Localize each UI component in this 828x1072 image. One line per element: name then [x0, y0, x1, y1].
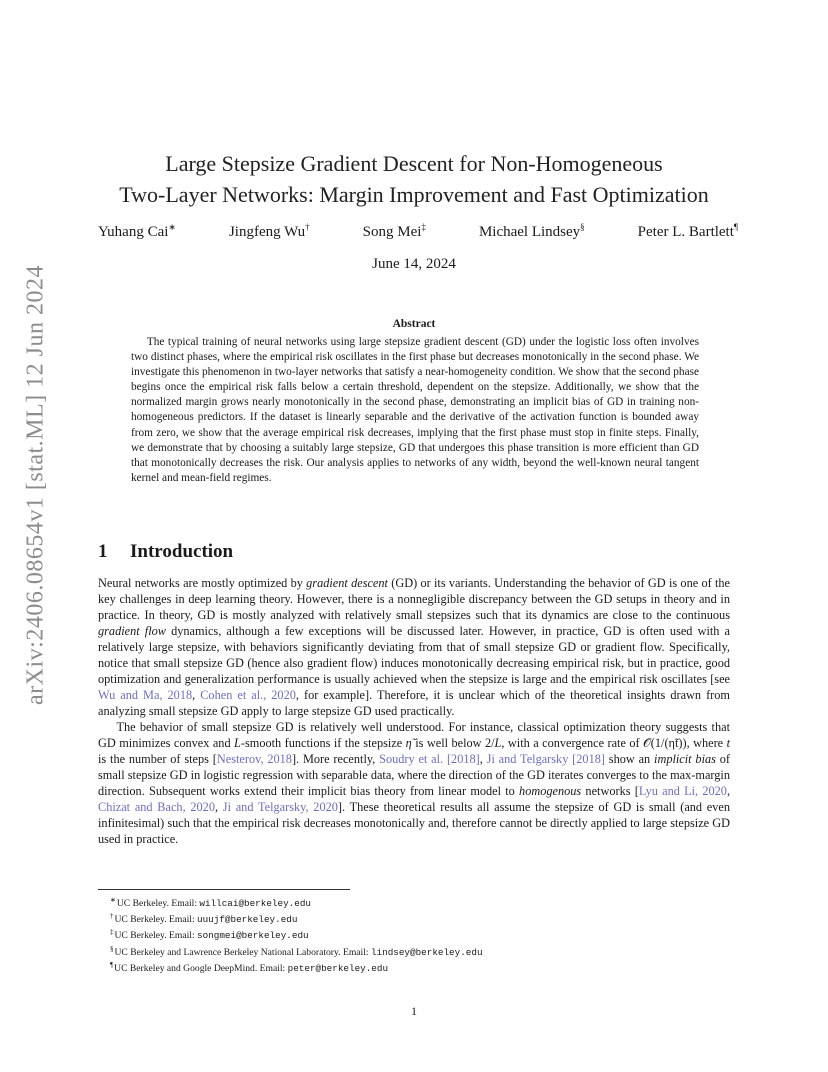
email-link[interactable]: willcai@berkeley.edu	[199, 898, 311, 910]
text-run: , with a convergence rate of 𝒪(1/(η̃t)), where	[501, 736, 727, 750]
footnote-mark: †	[110, 912, 114, 921]
title-line-1: Large Stepsize Gradient Descent for Non-Homogeneous	[165, 151, 663, 176]
page-number: 1	[411, 1004, 417, 1018]
text-run: (GD) or its variants. Understanding the behavior of GD is one of the key challenges in deep learning theory. However, there is a nonnegligible discrepancy between the GD setups in theory and in practice. In theory, GD is mostly analyzed with relatively small stepsizes such that its dynamics are close to the continuous	[98, 576, 730, 622]
section-number: 1	[98, 541, 108, 562]
paragraph-2	[98, 719, 730, 847]
footnote-mark: ∗	[110, 896, 116, 904]
citation-link[interactable]: Cohen et al., 2020	[200, 688, 296, 702]
footnote-text: UC Berkeley and Google DeepMind. Email:	[114, 962, 288, 974]
text-run: dynamics, although a few exceptions will be discussed later. However, in practice, GD is often used with a relatively large stepsize, with behaviors significantly deviating from that of small stepsize GD or gradient flow. Specifically, notice that small stepsize GD (hence also gradient flow) induces monotonically decreasing empirical risk, but in practice, good optimization and generalization performance is usually achieved when the stepsize is large and the empirical risk oscillates [see	[98, 624, 730, 686]
emphasis: gradient flow	[98, 624, 166, 638]
math-symbol: η̃	[405, 736, 412, 750]
math-symbol: L	[234, 736, 241, 750]
author-list	[98, 222, 738, 241]
abstract-text: The typical training of neural networks using large stepsize gradient descent (GD) under the logistic loss often involves two distinct phases, where the empirical risk oscillates in the first phase but decreases monotonically in the second phase. We investigate this phenomenon in two-layer networks that satisfy a near-homogeneity condition. We show that the second phase begins once the empirical risk falls below a certain threshold, dependent on the stepsize. Additionally, we show that the normalized margin grows nearly monotonically in the second phase, demonstrating an implicit bias of GD in training non-homogeneous predictors. If the dataset is linearly separable and the derivative of the activation function is bounded away from zero, we show that the average empirical risk decreases, implying that the first phase must stop in finite steps. Finally, we demonstrate that by choosing a suitably large stepsize, GD that undergoes this phase transition is more efficient than GD that monotonically decreases the risk. Our analysis applies to networks of any width, beyond the well-known neural tangent kernel and mean-field regimes.	[131, 336, 699, 484]
citation-link[interactable]: Chizat and Bach, 2020	[98, 800, 215, 814]
footnote-mark: §	[110, 944, 114, 953]
email-link[interactable]: uuujf@berkeley.edu	[197, 914, 298, 926]
emphasis: implicit bias	[654, 752, 716, 766]
author-footnote-mark[interactable]: ‡	[421, 222, 426, 232]
arxiv-identifier-text: arXiv:2406.08654v1 [stat.ML] 12 Jun 2024	[22, 265, 49, 705]
footnote	[110, 926, 483, 942]
email-link[interactable]: lindsey@berkeley.edu	[370, 946, 483, 958]
text-run: ]. More recently,	[291, 752, 380, 766]
footnote-mark: ¶	[110, 960, 114, 969]
footnote	[110, 943, 483, 959]
text-run: networks [	[581, 784, 639, 798]
title-line-2: Two-Layer Networks: Margin Improvement and Fast Optimization	[119, 182, 709, 207]
abstract-heading: Abstract	[392, 318, 436, 330]
author-footnote-mark[interactable]: ∗	[168, 222, 176, 232]
citation-link[interactable]: Ji and Telgarsky, 2020	[222, 800, 338, 814]
footnote-divider	[98, 889, 350, 890]
text-run: of small stepsize GD in logistic regression with separable data, where the direction of the GD iterates converges to the max-margin direction. Subsequent works extend their implicit bias theory from linear model to	[98, 752, 731, 798]
text-run: ,	[479, 752, 487, 766]
text-run: ]. These theoretical results all assume the stepsize of GD is small (and even infinitesimal) such that the empirical risk decreases monotonically and, therefore cannot be directly applied to large stepsize GD used in practice.	[98, 800, 731, 846]
text-run: is the number of steps [	[98, 752, 217, 766]
footnote-text: UC Berkeley and Lawrence Berkeley National Laboratory. Email:	[114, 946, 371, 958]
footnote	[110, 959, 483, 975]
author-name: Yuhang Cai	[98, 224, 169, 240]
author	[229, 222, 310, 241]
text-run: The behavior of small stepsize GD is relatively well understood. For instance, classical optimization theory suggests that GD minimizes convex and	[98, 720, 730, 750]
body-text	[98, 575, 730, 847]
author-name: Song Mei	[362, 224, 422, 240]
section-heading	[98, 541, 233, 563]
author	[638, 222, 738, 241]
footnote-text: UC Berkeley. Email:	[114, 930, 198, 942]
text-run: , for example]. Therefore, it is unclear which of the theoretical insights drawn from analyzing small stepsize GD apply to large stepsize GD used practically.	[98, 688, 730, 718]
email-link[interactable]: songmei@berkeley.edu	[197, 930, 309, 942]
text-run: is well below 2/	[411, 736, 495, 750]
citation-link[interactable]: Soudry et al. [2018]	[379, 752, 480, 766]
footnote-mark: ‡	[110, 928, 114, 937]
citation-link[interactable]: Nesterov, 2018	[216, 752, 292, 766]
section-title: Introduction	[130, 541, 234, 562]
emphasis: homogenous	[519, 784, 582, 798]
text-run: ,	[192, 688, 201, 702]
emphasis: gradient descent	[306, 576, 388, 590]
citation-link[interactable]: Wu and Ma, 2018	[98, 688, 193, 702]
text-run: ,	[726, 784, 731, 798]
citation-link[interactable]: Ji and Telgarsky [2018]	[486, 752, 605, 766]
text-run: ,	[214, 800, 223, 814]
arxiv-identifier-stamp[interactable]	[10, 265, 62, 705]
author	[98, 222, 176, 241]
footnotes	[110, 894, 483, 975]
publication-date: June 14, 2024	[372, 256, 456, 272]
author-name: Jingfeng Wu	[228, 224, 306, 240]
email-link[interactable]: peter@berkeley.edu	[287, 962, 389, 974]
paper-title	[80, 148, 748, 210]
footnote	[110, 894, 483, 910]
author-footnote-mark[interactable]: ¶	[733, 222, 738, 232]
math-symbol: t	[726, 736, 730, 750]
footnote	[110, 910, 483, 926]
text-run: Neural networks are mostly optimized by	[98, 576, 307, 590]
author-name: Peter L. Bartlett	[637, 224, 734, 240]
author-footnote-mark[interactable]: §	[580, 222, 585, 232]
citation-link[interactable]: Lyu and Li, 2020	[638, 784, 727, 798]
author-footnote-mark[interactable]: †	[305, 222, 310, 232]
author-name: Michael Lindsey	[478, 224, 581, 240]
text-run: -smooth functions if the stepsize	[240, 736, 406, 750]
footnote-text: UC Berkeley. Email:	[114, 914, 198, 926]
author	[479, 222, 585, 241]
author	[363, 222, 426, 241]
text-run: show an	[604, 752, 655, 766]
footnote-text: UC Berkeley. Email:	[116, 898, 200, 910]
paragraph-1	[98, 575, 730, 719]
math-symbol: L	[494, 736, 502, 750]
